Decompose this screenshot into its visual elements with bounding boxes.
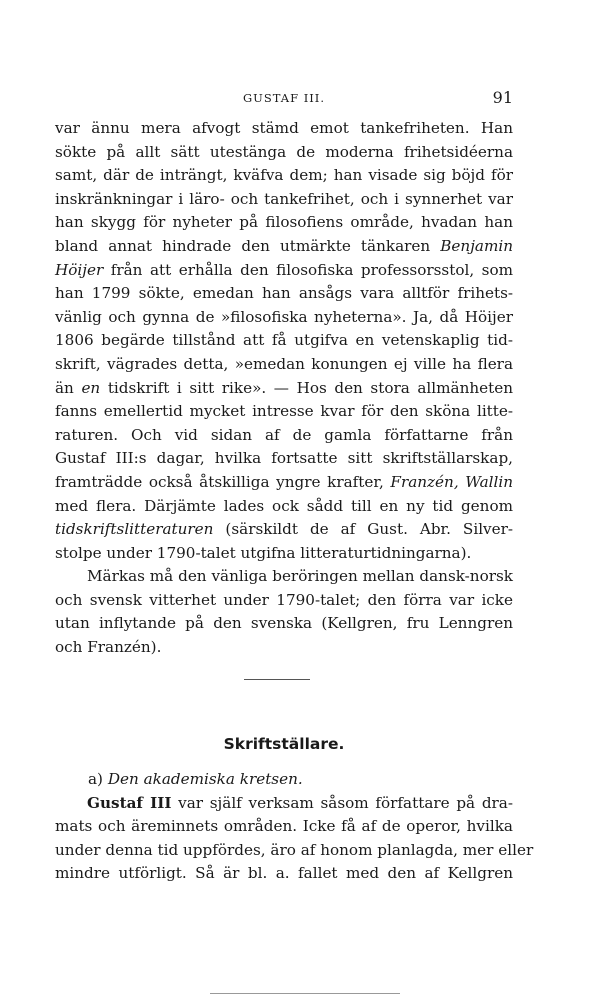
text-line: utan inflytande på den svenska (Kellgren, fru Lenngren xyxy=(55,614,513,633)
person-name: Benjamin xyxy=(440,236,513,255)
text-line xyxy=(55,471,513,495)
person-name: Höijer xyxy=(55,260,104,279)
section-body xyxy=(55,768,534,886)
text-line: och Franzén). xyxy=(55,638,162,657)
scan-edge-mark xyxy=(210,993,400,994)
text-line: samt, där de inträngt, kväfva dem; han visade sig böjd för xyxy=(55,166,513,185)
page-header xyxy=(55,88,513,108)
subheading-text: Den akademiska kretsen. xyxy=(107,770,303,788)
section-title: Skriftställare. xyxy=(223,735,345,753)
person-names: Franzén, Wallin xyxy=(390,472,513,491)
paragraph-2 xyxy=(55,565,513,659)
text-line: 1806 begärde tillstånd att få utgifva en vetenskaplig tid- xyxy=(55,331,513,350)
text-span: bland annat hindrade den utmärkte tänkaren xyxy=(55,236,431,255)
paragraph-1 xyxy=(55,117,513,565)
emphasis: tidskriftslitteraturen xyxy=(55,520,214,539)
text-line: och svensk vitterhet under 1790-talet; den förra var icke xyxy=(55,590,513,609)
text-line: mats och äreminnets områden. Icke få af de operor, hvilka xyxy=(55,817,513,836)
subheading xyxy=(55,768,513,792)
text-line: Gustaf III:s dagar, hvilka fortsatte sitt skriftställarskap, xyxy=(55,449,513,468)
running-head: GUSTAF III. xyxy=(242,91,326,105)
body-text xyxy=(55,117,513,660)
text-line: Märkas må den vänliga beröringen mellan dansk-norsk xyxy=(87,567,513,586)
text-line xyxy=(55,259,513,283)
text-span: (särskildt de af Gust. Abr. Silver- xyxy=(225,520,514,539)
text-line: sökte på allt sätt utestänga de moderna frihetsidéerna xyxy=(55,142,513,161)
text-span: var själf verksam såsom författare på dra- xyxy=(178,793,513,812)
section-divider xyxy=(244,679,310,680)
subheading-prefix: a) xyxy=(88,770,103,788)
text-line: mindre utförligt. Så är bl. a. fallet med den af Kellgren xyxy=(55,864,513,883)
text-line xyxy=(55,235,513,259)
emphasis: en xyxy=(81,378,101,397)
text-line xyxy=(55,792,513,816)
text-line: han 1799 sökte, emedan han ansågs vara alltför frihets- xyxy=(55,284,513,303)
text-line: under denna tid uppfördes, äro af honom planlagda, mer eller xyxy=(55,840,534,859)
text-span: från att erhålla den filosofiska professorsstol, som xyxy=(110,260,514,279)
text-line: fanns emellertid mycket intresse kvar för den sköna litte- xyxy=(55,402,513,421)
text-line xyxy=(55,377,513,401)
text-line: han skygg för nyheter på filosofiens område, hvadan han xyxy=(55,213,513,232)
text-line: stolpe under 1790-talet utgifna litteraturtidningarna). xyxy=(55,543,472,562)
text-line xyxy=(55,518,513,542)
page-number: 91 xyxy=(492,88,513,107)
text-line: vänlig och gynna de »filosofiska nyheterna». Ja, då Höijer xyxy=(55,307,513,326)
text-line: var ännu mera afvogt stämd emot tankefriheten. Han xyxy=(55,119,513,137)
person-name-bold: Gustaf III xyxy=(87,793,172,812)
text-line: med flera. Därjämte lades ock sådd till en ny tid genom xyxy=(55,496,513,515)
text-span: tidskrift i sitt rike». — Hos den stora allmänheten xyxy=(107,378,514,397)
text-line: inskränkningar i läro- och tankefrihet, och i synnerhet var xyxy=(55,189,513,208)
text-span: än xyxy=(55,378,74,397)
text-span: framträdde också åtskilliga yngre krafter, xyxy=(55,472,384,491)
text-line: skrift, vägrades detta, »emedan konungen ej ville ha flera xyxy=(55,354,513,373)
text-line: raturen. Och vid sidan af de gamla författarne från xyxy=(55,425,513,444)
